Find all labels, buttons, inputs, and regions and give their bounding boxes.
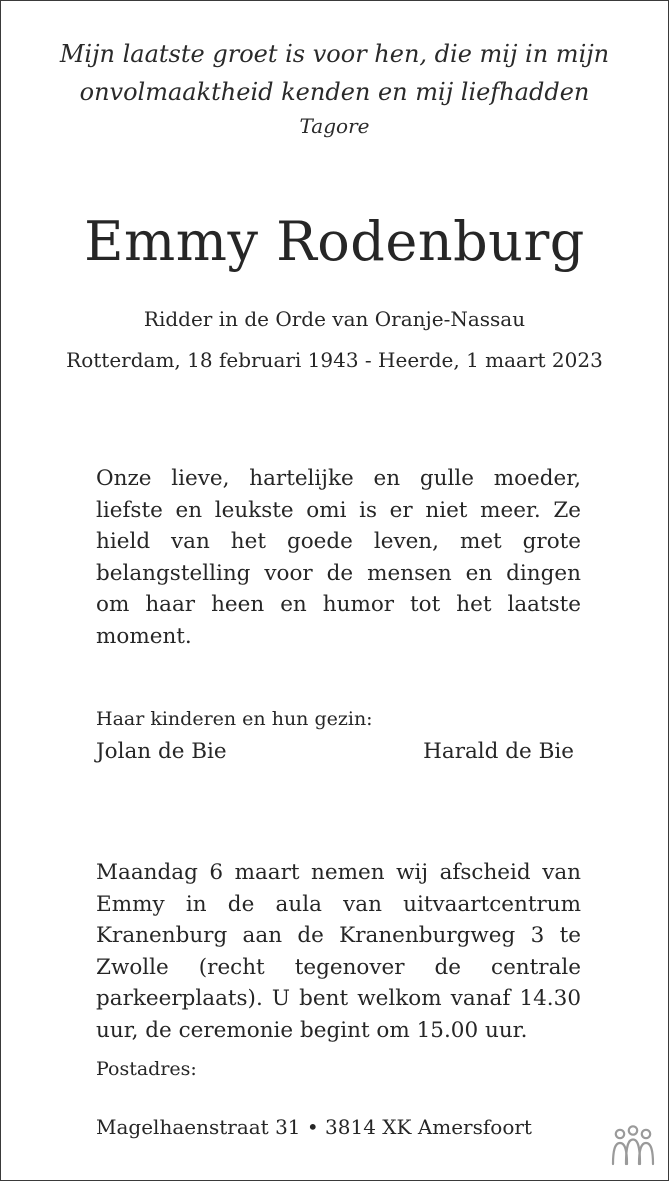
farewell-paragraph: Maandag 6 maart nemen wij afscheid van Emmy in de aula van uitvaartcentrum Kranenburg aan de Kranenburgweg 3 te Zwolle (recht tegenover de centrale parkeerplaats). U bent welkom vanaf 14.30 uur, de ceremonie begint om 15.00 uur. bbox=[96, 860, 581, 1043]
life-dates: Rotterdam, 18 februari 1943 - Heerde, 1 maart 2023 bbox=[66, 348, 603, 372]
honor-title: Ridder in de Orde van Oranje-Nassau bbox=[143, 307, 526, 331]
child-name: Jolan de Bie bbox=[96, 739, 227, 764]
quote-author: Tagore bbox=[299, 114, 370, 138]
quote-line-2: onvolmaaktheid kenden en mij liefhadden bbox=[79, 78, 590, 106]
postal-address: Magelhaenstraat 31 • 3814 XK Amersfoort bbox=[96, 1115, 532, 1139]
tribute-paragraph: Onze lieve, hartelijke en gulle moeder, liefste en leukste omi is er niet meer. Ze hield van het goede leven, met grote belangstelling voor de mensen en dingen om haar heen en humor tot het laatste moment. bbox=[96, 466, 581, 649]
child-name: Harald de Bie bbox=[423, 739, 574, 764]
postal-label: Postadres: bbox=[96, 1058, 197, 1080]
deceased-name: Emmy Rodenburg bbox=[84, 210, 585, 273]
quote bbox=[1, 35, 668, 141]
quote-line-1: Mijn laatste groet is voor hen, die mij in mijn bbox=[59, 40, 610, 68]
people-group-logo-icon bbox=[607, 1124, 659, 1168]
family-intro: Haar kinderen en hun gezin: bbox=[96, 708, 373, 730]
